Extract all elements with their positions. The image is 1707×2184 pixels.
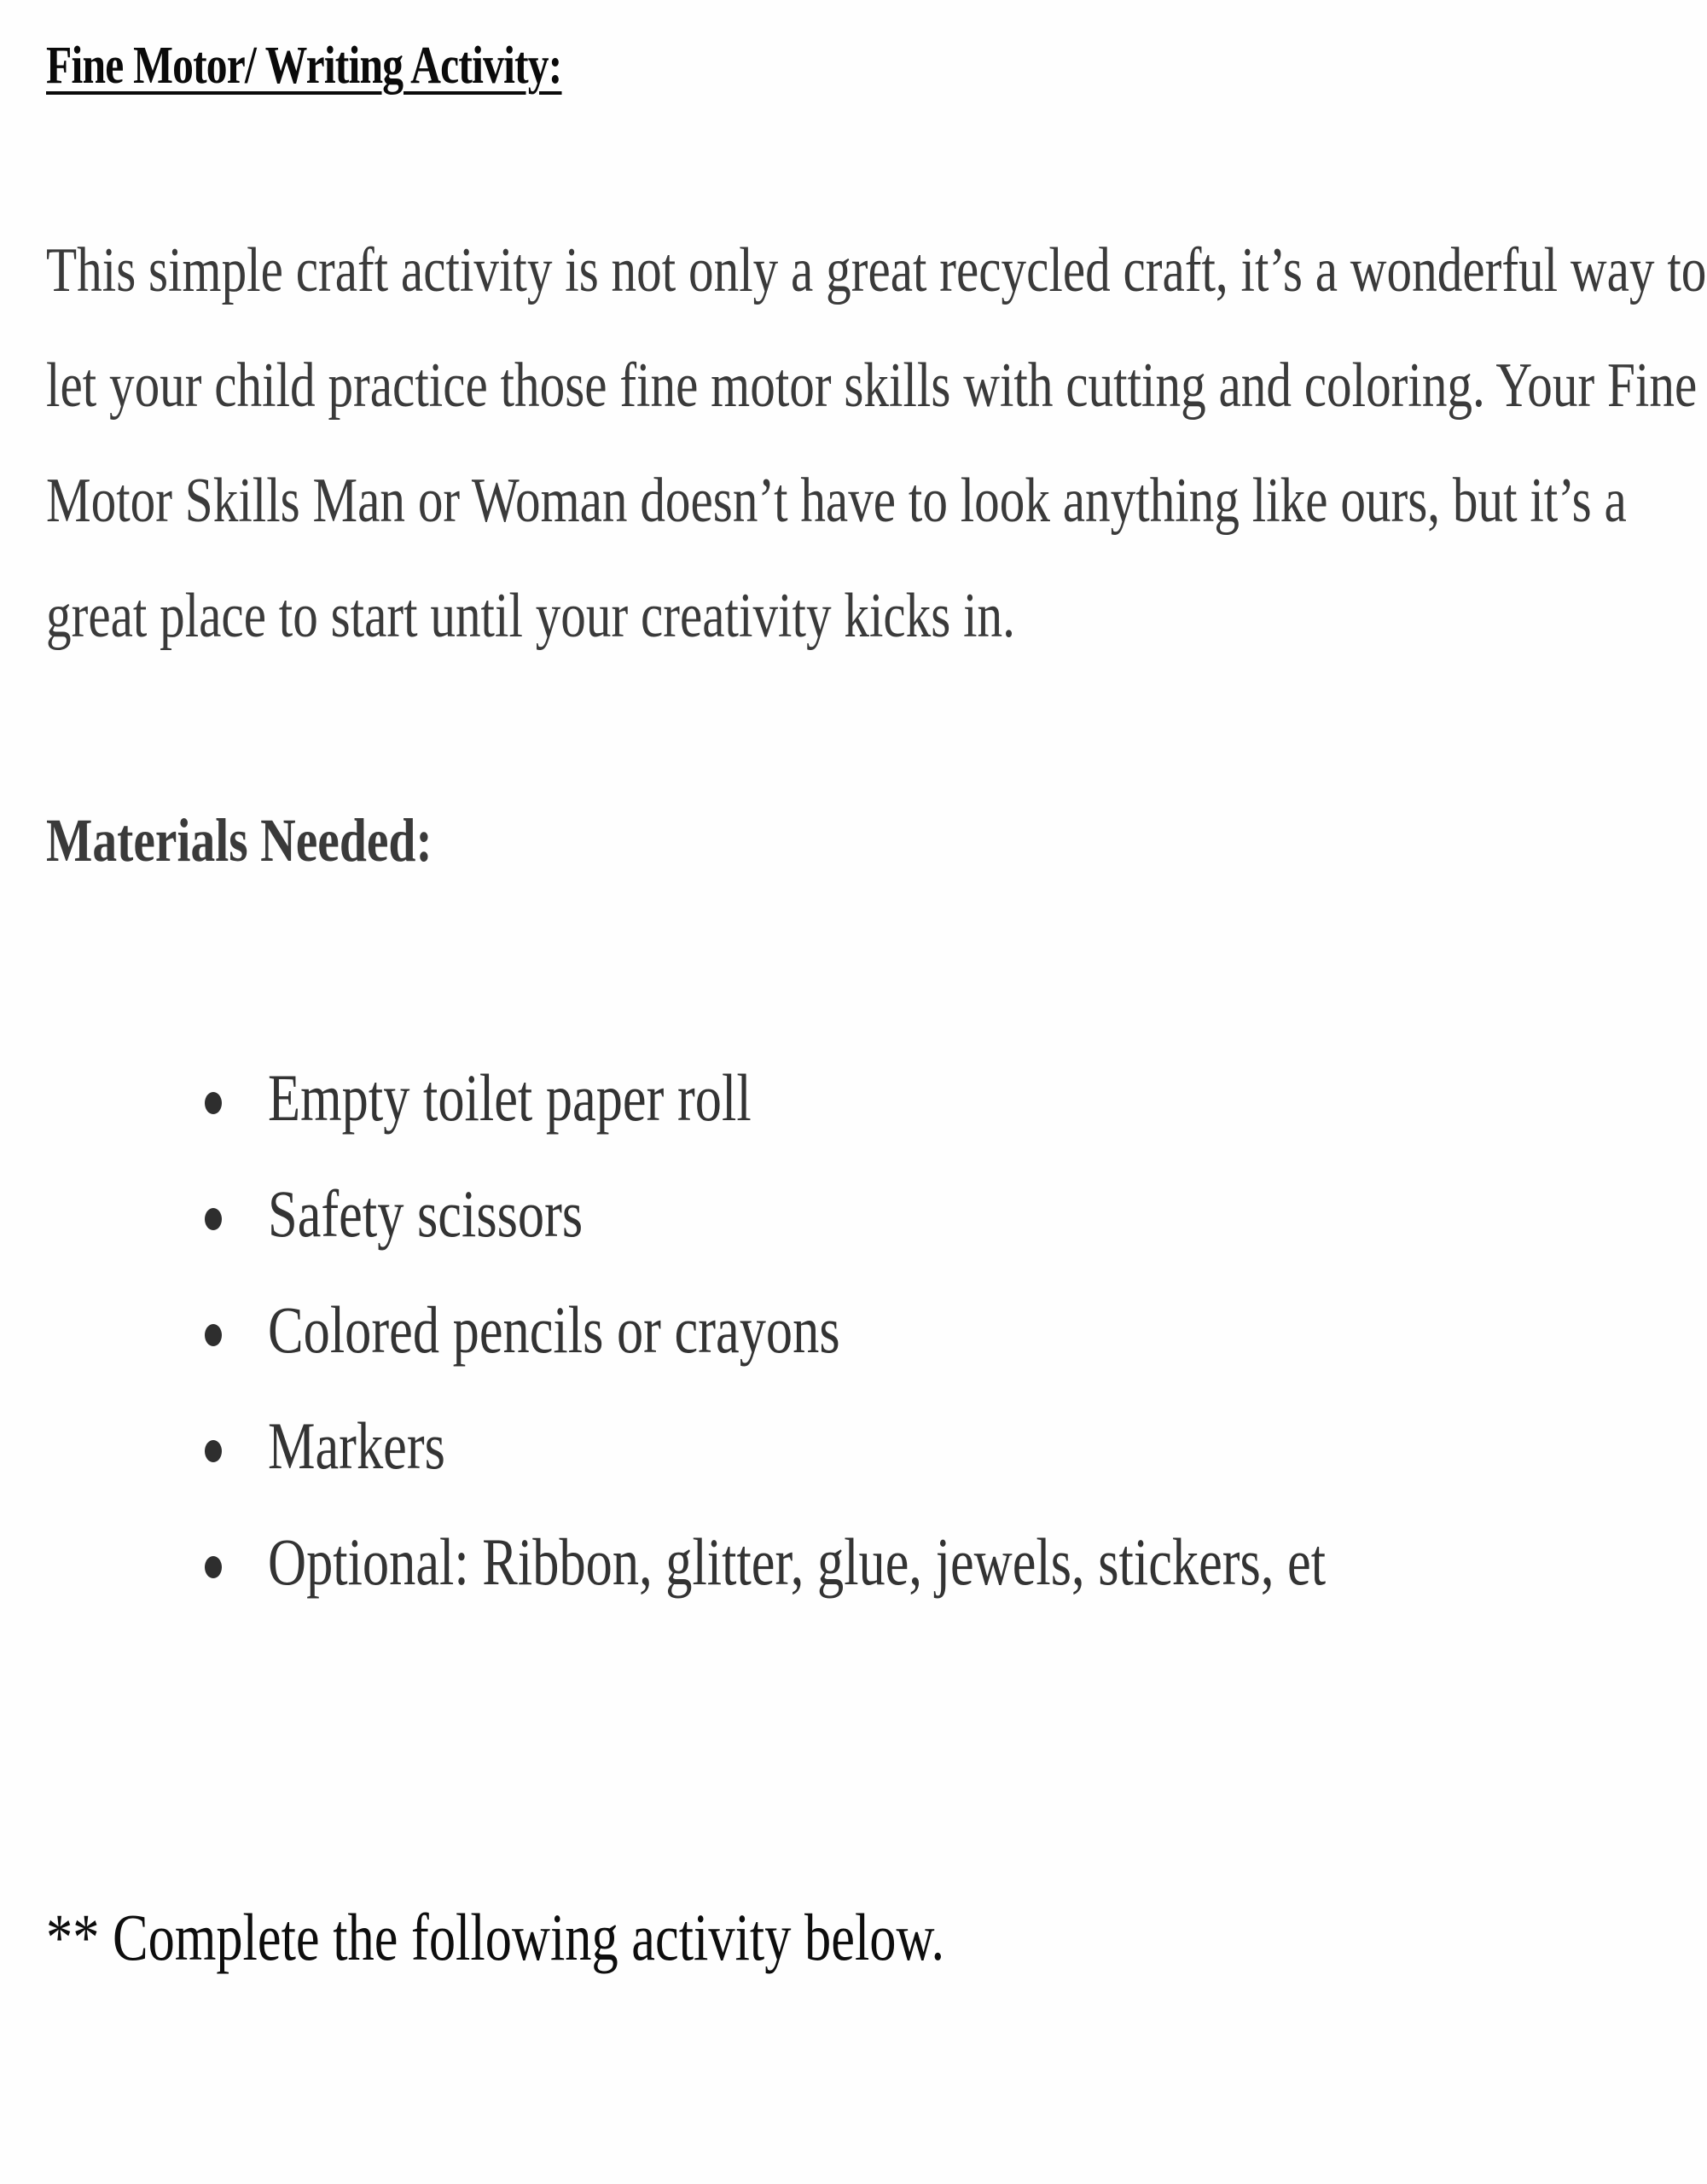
material-item-label: Empty toilet paper roll: [268, 1060, 752, 1135]
description-line: great place to start until your creativity kicks in.: [46, 581, 1015, 651]
list-item: [0, 1051, 1621, 1167]
bullet-icon: [205, 1324, 222, 1346]
list-item: [0, 1399, 1621, 1515]
activity-description: [46, 213, 1707, 674]
material-item-label: Optional: Ribbon, glitter, glue, jewels, stickers, et: [268, 1525, 1327, 1599]
list-item: [0, 1283, 1621, 1399]
bullet-icon: [205, 1440, 222, 1462]
bullet-icon: [205, 1092, 222, 1114]
material-item-label: Markers: [268, 1409, 445, 1483]
list-item: [0, 1515, 1621, 1631]
bullet-icon: [205, 1208, 222, 1230]
activity-heading: Fine Motor/ Writing Activity:: [46, 37, 562, 95]
list-item: [0, 1167, 1621, 1283]
description-line: This simple craft activity is not only a great recycled craft, it’s a wonderful way to: [46, 235, 1707, 305]
material-item-label: Safety scissors: [268, 1176, 584, 1251]
bullet-icon: [205, 1556, 222, 1578]
description-line: Motor Skills Man or Woman doesn’t have to look anything like ours, but it’s a: [46, 466, 1627, 536]
description-line: let your child practice those fine motor skills with cutting and coloring. Your Fine: [46, 351, 1698, 421]
material-item-label: Colored pencils or crayons: [268, 1292, 840, 1367]
activity-instruction: ** Complete the following activity below.: [46, 1900, 945, 1974]
materials-title: Materials Needed:: [46, 806, 433, 874]
materials-list: [0, 1051, 1621, 1631]
